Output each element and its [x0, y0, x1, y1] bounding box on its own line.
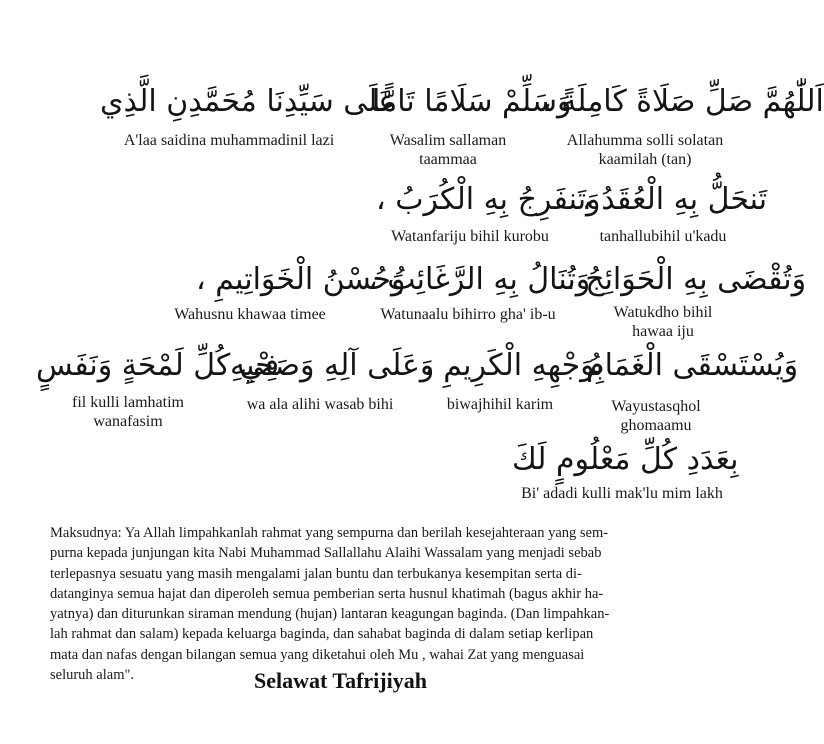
translit-row4-seg4: Wayustasqhol ghomaamu — [611, 398, 701, 434]
translit-row3-seg2: Watunaalu bihirro gha' ib-u — [380, 306, 556, 323]
arabic-row3-seg2: وَتُنَالُ بِهِ الرَّغَائِبُ ، — [368, 262, 591, 297]
translit-row1-seg1: A'laa saidina muhammadinil lazi — [123, 132, 335, 149]
arabic-row4-seg2: وَعَلَى آلِهِ وَصَحْبِهِ — [230, 348, 435, 383]
translit-row3-seg1: Wahusnu khawaa timee — [174, 306, 326, 323]
arabic-row2-seg1: وَتَنفَرِجُ بِهِ الْكُرَبُ ، — [376, 182, 601, 217]
translit-row2-seg2: tanhallubihil u'kadu — [599, 228, 727, 245]
translit-row4-seg1: fil kulli lamhatim wanafasim — [72, 394, 184, 430]
arabic-row1-seg2: وَسَلِّمْ سَلَامًا تَامًّا — [372, 84, 572, 119]
translit-row4-seg2: wa ala alihi wasab bihi — [246, 396, 394, 413]
page-title: Selawat Tafrijiyah — [254, 668, 427, 693]
arabic-row2-seg2: تَنحَلُّ بِهِ الْعُقَدُ ، — [582, 182, 768, 217]
translit-row1-seg2: Wasalim sallaman taammaa — [389, 132, 507, 168]
translit-row5-seg1: Bi' adadi kulli mak'lu mim lakh — [521, 485, 723, 502]
translit-row4-seg3: biwajhihil karim — [446, 396, 554, 413]
arabic-row1-seg3: اَللّٰهُمَّ صَلِّ صَلَاةً كَامِلَةً ، — [542, 84, 824, 119]
arabic-row3-seg1: وَحُسْنُ الْخَوَاتِيمِ ، — [196, 262, 406, 297]
translit-row1-seg3: Allahumma solli solatan kaamilah (tan) — [566, 132, 724, 168]
translit-row3-seg3: Watukdho bihil hawaa iju — [613, 304, 713, 340]
translit-row2-seg1: Watanfariju bihil kurobu — [391, 228, 549, 245]
arabic-row4-seg4: وَيُسْتَسْقَى الْغَمَامُ — [586, 348, 799, 383]
arabic-row5-seg1: بِعَدَدِ كُلِّ مَعْلُومٍ لَكَ — [512, 442, 739, 477]
arabic-row3-seg3: وَتُقْضَى بِهِ الْحَوَائِجُ ، — [566, 262, 807, 297]
arabic-row1-seg1: عَلَى سَيِّدِنَا مُحَمَّدِنِ الَّذِي — [100, 84, 397, 119]
meaning-paragraph: Maksudnya: Ya Allah limpahkanlah rahmat yang sempurna dan berilah kesejahteraan yang sem- purna kepada junjungan kita Nabi Muhammad Sallallahu Alaihi Wassalam yang menjadi sebab terlepasnya sesuatu yang masih mengalami jalan buntu dan terbukanya kesempitan serta di- datanginya semua hajat dan diperoleh semua pemberian serta husnul khatimah (bagus akhir ha- yatnya) dan diturunkan siraman mendung (hujan) lantaran keagungan baginda. (Dan limpahkan- lah rahmat dan salam) kepada keluarga baginda, dan sahabat baginda di dalam setiap kerlipan mata dan nafas dengan bilangan semua yang diketahui oleh Mu , wahai Zat yang menguasai seluruh alam". — [50, 525, 610, 684]
arabic-row4-seg1: فِي كُلِّ لَمْحَةٍ وَنَفَسٍ — [36, 348, 280, 383]
arabic-row4-seg3: بِوَجْهِهِ الْكَرِيمِ ، — [424, 348, 604, 383]
